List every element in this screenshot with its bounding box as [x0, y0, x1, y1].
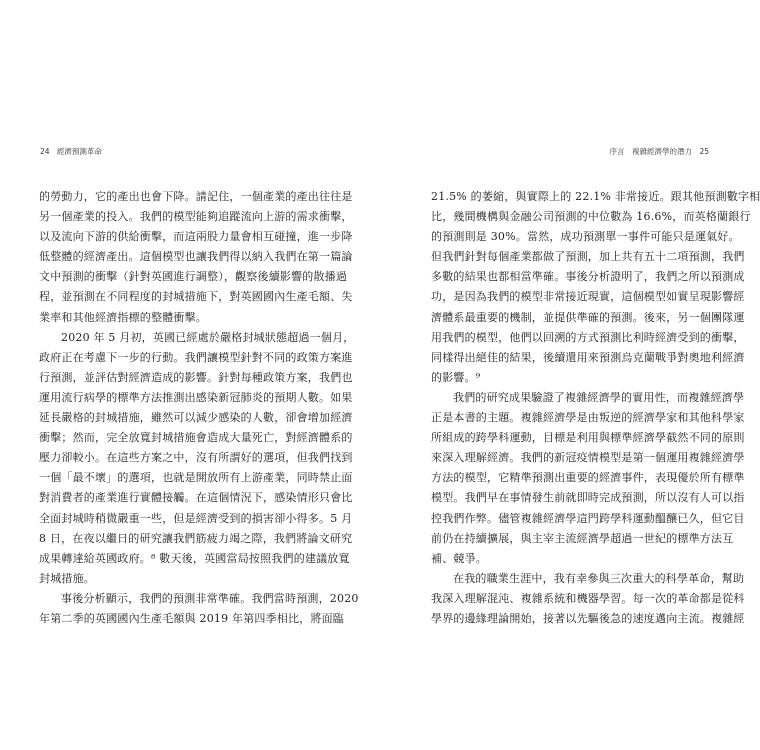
text-line: 我深入理解混沌、複雜系統和機器學習。每一次的革命都是從科	[431, 591, 745, 605]
text-line: 方法的模型，它精準預測出重要的經濟事件，表現優於所有標準	[431, 471, 745, 485]
text-line: 但我們針對每個產業都做了預測，加上共有五十二項預測，我們	[431, 250, 745, 264]
text-line: 控我們作弊。儘管複雜經濟學這門跨學科運動醞釀已久，但它目	[431, 511, 745, 525]
left-running-header	[35, 146, 102, 157]
text-line: 文中預測的衝擊（針對英國進行調整），觀察後續影響的散播過	[39, 270, 348, 284]
text-line: 衝擊；然而，完全放寬封城措施會造成大量死亡，對經濟體系的	[39, 431, 353, 445]
text-line: 的影響。⁹	[431, 370, 481, 384]
text-line: 正是本書的主題。複雜經濟學是由叛逆的經濟學家和其他科學家	[431, 411, 745, 425]
text-line: 比，幾間機構與金融公司預測的中位數為 16.6%，而英格蘭銀行	[431, 210, 751, 224]
book-title: 經濟預測革命	[56, 147, 102, 156]
text-line: 用我們的模型，他們以回溯的方式預測比利時經濟受到的衝擊，	[431, 330, 745, 344]
text-line: 成果轉達給英國政府。⁸ 數天後，英國當局按照我們的建議放寬	[39, 551, 350, 565]
text-line: 模型。我們早在事情發生前就即時完成預測，所以沒有人可以指	[431, 491, 745, 505]
right-running-header	[610, 146, 714, 157]
paragraph	[39, 589, 359, 629]
paragraph	[431, 569, 745, 629]
text-line: 程，並預測在不同程度的封城措施下，對英國國內生產毛額、失	[39, 290, 353, 304]
text-line: 前仍在持續擴展，與主宰主流經濟學超過一世紀的標準方法互	[431, 531, 734, 545]
text-line: 運用流行病學的標準方法推測出感染新冠肺炎的預期人數。如果	[39, 390, 353, 404]
text-line: 事後分析顯示，我們的預測非常準確。我們當時預測，2020	[61, 591, 359, 605]
text-line: 行預測，並評估對經濟造成的影響。針對每種政策方案，我們也	[39, 370, 353, 384]
text-line: 政府正在考慮下一步的行動。我們讓模型針對不同的政策方案進	[39, 350, 353, 364]
right-page-number: 25	[699, 147, 709, 156]
chapter-title: 序言 複雜經濟學的潛力	[609, 147, 693, 156]
text-line: 業率和其他經濟指標的整體衝擊。	[39, 310, 207, 324]
text-line: 2020 年 5 月初，英國已經處於嚴格封城狀態超過一個月，	[61, 330, 355, 344]
text-line: 全面封城時稍微嚴重一些，但是經濟受到的損害卻小得多。5 月	[39, 511, 353, 525]
paragraph	[431, 388, 745, 569]
paragraph	[431, 187, 760, 388]
right-page-body	[431, 187, 760, 629]
text-line: 另一個產業的投入。我們的模型能夠追蹤流向上游的需求衝擊，	[39, 210, 353, 224]
text-line: 來深入理解經濟。我們的新冠疫情模型是第一個運用複雜經濟學	[431, 451, 745, 465]
text-line: 21.5% 的萎縮，與實際上的 22.1% 非常接近。跟其他預測數字相	[431, 190, 760, 203]
paragraph	[39, 328, 355, 589]
text-line: 封城措施。	[39, 571, 95, 585]
text-line: 多數的結果也都相當準確。事後分析證明了，我們之所以預測成	[431, 270, 745, 284]
text-line: 以及流向下游的供給衝擊，而這兩股力量會相互碰撞，進一步降	[39, 230, 353, 244]
text-line: 延長嚴格的封城措施，雖然可以減少感染的人數，卻會增加經濟	[39, 411, 353, 425]
text-line: 對消費者的產業進行實體接觸。在這個情況下，感染情形只會比	[39, 491, 353, 505]
text-line: 低整體的經濟產出。這個模型也讓我們得以納入我們在第一篇論	[39, 250, 353, 264]
left-page-number: 24	[40, 147, 50, 156]
text-line: 同樣得出絕佳的結果，後續還用來預測烏克蘭戰爭對奧地利經濟	[431, 350, 745, 364]
text-line: 補、競爭。	[431, 551, 487, 565]
text-line: 年第二季的英國國內生產毛額與 2019 年第四季相比，將面臨	[39, 611, 344, 625]
text-line: 濟體系最重要的機制，並提供準確的預測。後來，另一個團隊運	[431, 310, 745, 324]
text-line: 的勞動力，它的產出也會下降。請記住，一個產業的產出往往是	[39, 190, 353, 203]
text-line: 在我的職業生涯中，我有幸參與三次重大的科學革命，幫助	[453, 571, 745, 585]
text-line: 的預測則是 30%。當然，成功預測單一事件可能只是運氣好。	[431, 230, 740, 244]
text-line: 一個「最不壞」的選項，也就是開放所有上游產業，同時禁止面	[39, 471, 353, 485]
text-line: 8 日，在夜以繼日的研究讓我們筋疲力竭之際，我們將論文研究	[39, 531, 353, 545]
text-line: 功，是因為我們的模型非常接近現實，這個模型如實呈現影響經	[431, 290, 745, 304]
paragraph	[39, 187, 353, 328]
text-line: 我們的研究成果驗證了複雜經濟學的實用性，而複雜經濟學	[453, 390, 745, 404]
text-line: 學界的邊緣理論開始，接著以先驅後急的速度邁向主流。複雜經	[431, 611, 745, 625]
text-line: 所組成的跨學科運動，目標是利用與標準經濟學截然不同的原則	[431, 431, 745, 445]
left-page-body	[39, 187, 359, 629]
text-line: 壓力卻較小。在這些方案之中，沒有所謂好的選項，但我們找到	[39, 451, 353, 465]
